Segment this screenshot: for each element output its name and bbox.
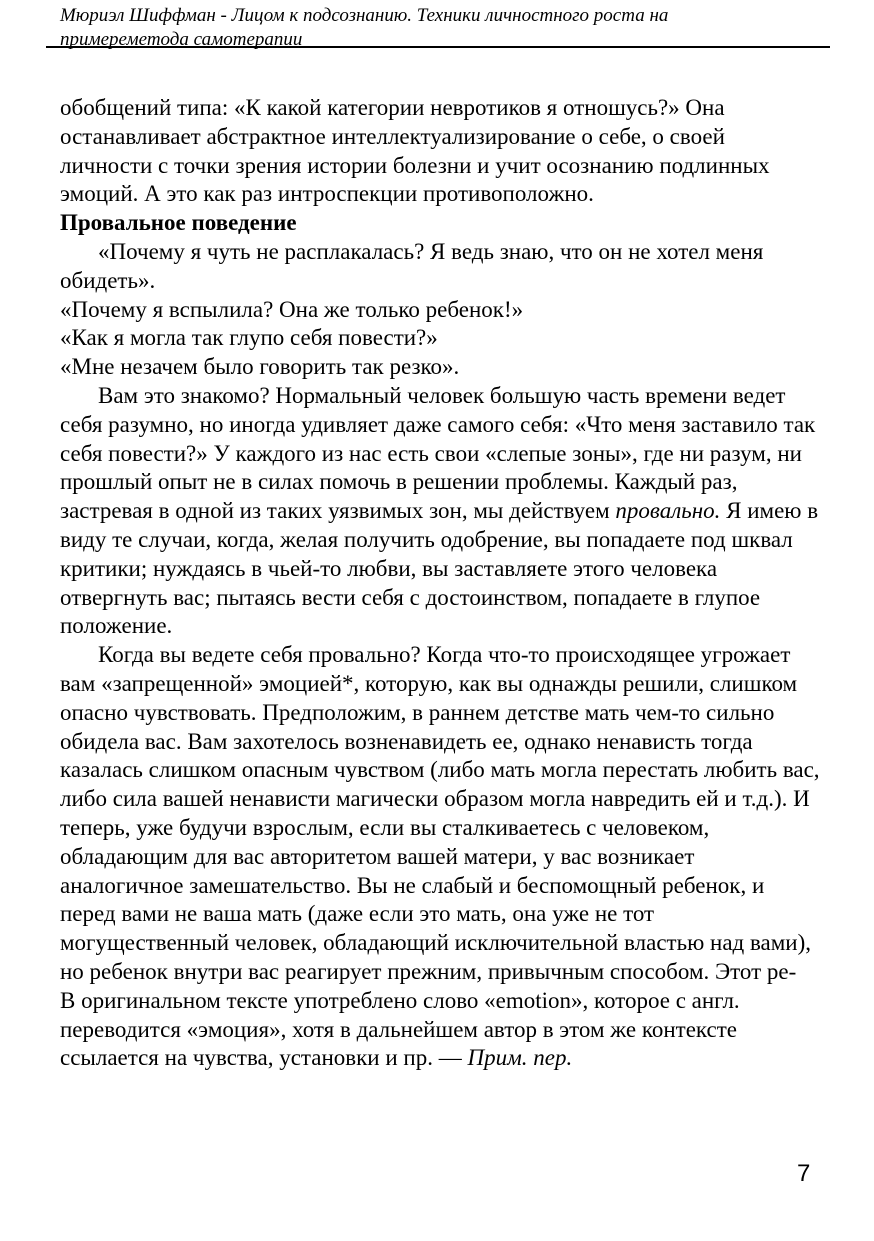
quote-4: «Мне незачем было говорить так резко». (60, 354, 460, 380)
paragraph-familiar-start: Вам это знакомо? Нормальный человек большую часть времени ведет себя разумно, но иногда удивляет даже самого себя: «Что меня заставило так себя повести?» У каждого из нас есть свои «слепые зоны», где ни разум, ни прошлый опыт не в силах помочь в решении проблемы. Каждый раз, застревая в одной из таких уязвимых зон, мы действуем (60, 382, 816, 524)
page-body (60, 94, 820, 1073)
footnote-attribution: Прим. пер. (467, 1045, 573, 1071)
paragraph-intro: обобщений типа: «К какой категории невротиков я отношусь?» Она останавливает абстрактное интеллектуализирование о себе, о своей личности с точки зрения истории болезни и учит осознанию подлинных эмоций. А это как раз интроспекции противоположно. (60, 95, 770, 207)
emphasis-provalno: провально. (615, 498, 721, 524)
paragraph-familiar (60, 382, 820, 641)
paragraph-familiar-end: Я имею в виду те случаи, когда, желая получить одобрение, вы попадаете под шквал критики; нуждаясь в чьей-то любви, вы заставляете этого человека отвергнуть вас; пытаясь вести себя с достоинством, попадаете в глупое положение. (60, 498, 819, 639)
paragraph-when: Когда вы ведете себя провально? Когда что-то происходящее угрожает вам «запрещенной» эмоцией*, которую, как вы однажды решили, слишком опасно чувствовать. Предположим, в раннем детстве мать чем-то сильно обидела вас. Вам захотелось возненавидеть ее, однако ненависть тогда казалась слишком опасным чувством (либо мать могла перестать любить вас, либо сила вашей ненависти магически образом могла навредить ей и т.д.). И теперь, уже будучи взрослым, если вы сталкиваетесь с человеком, обладающим для вас авторитетом вашей матери, у вас возникает аналогичное замешательство. Вы не слабый и беспомощный ребенок, и перед вами не ваша мать (даже если это мать, она уже не тот могущественный человек, обладающий исключительной властью над вами), но ребенок внутри вас реагирует прежним, привычным способом. Этот ре- (60, 642, 820, 984)
header-line-1: Мюриэл Шиффман - Лицом к подсознанию. Техники личностного роста на (60, 5, 669, 26)
quote-2: «Почему я вспылила? Она же только ребенок!» (60, 296, 524, 322)
footnote (60, 987, 820, 1073)
header-line-2: примереметода самотерапии (60, 29, 303, 50)
running-header (60, 4, 825, 52)
section-heading: Провальное поведение (60, 210, 297, 236)
footnote-text: В оригинальном тексте употреблено слово «emotion», которое с англ. переводится «эмоция», хотя в дальнейшем автор в этом же контексте ссылается на чувства, установки и пр. — (60, 987, 740, 1071)
header-divider (46, 46, 830, 48)
page-number: 7 (797, 1160, 811, 1187)
quote-1: «Почему я чуть не расплакалась? Я ведь знаю, что он не хотел меня обидеть». (60, 238, 764, 293)
quote-3: «Как я могла так глупо себя повести?» (60, 325, 438, 351)
